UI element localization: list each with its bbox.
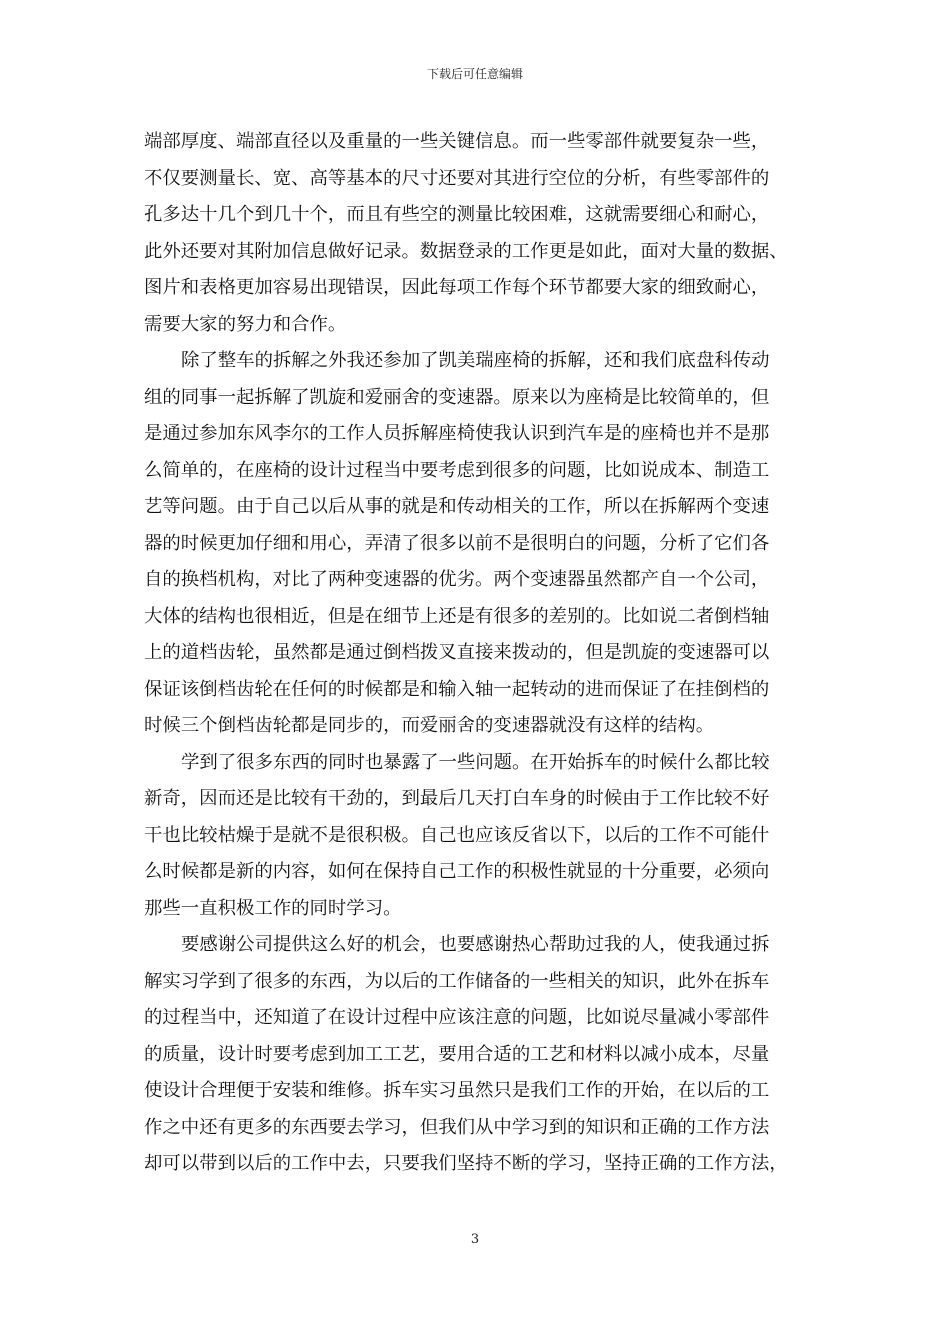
text-line: 端部厚度、端部直径以及重量的一些关键信息。而一些零部件就要复杂一些，: [144, 131, 770, 152]
text-line: 那些一直积极工作的同时学习。: [144, 897, 402, 919]
text-line: 器的时候更加仔细和用心，弄清了很多以前不是很明白的问题，分析了它们各: [144, 532, 770, 554]
text-line: 不仅要测量长、宽、高等基本的尺寸还要对其进行空位的分析，有些零部件的: [144, 167, 770, 189]
document-body: [144, 124, 820, 1183]
text-line: 组的同事一起拆解了凯旋和爱丽舍的变速器。原来以为座椅是比较简单的，但: [144, 386, 770, 408]
text-line: 时候三个倒档齿轮都是同步的，而爱丽舍的变速器就没有这样的结构。: [144, 715, 715, 736]
text-line: 大体的结构也很相近，但是在细节上还是有很多的差别的。比如说二者倒档轴: [144, 605, 770, 627]
text-line: 自的换档机构，对比了两种变速器的优劣。两个变速器虽然都产自一个公司，: [144, 569, 770, 590]
page-header: 下载后可任意编辑: [426, 67, 523, 81]
text-line: 作之中还有更多的东西要去学习，但我们从中学习到的知识和正确的工作方法: [144, 1116, 770, 1138]
text-line: 孔多达十几个到几十个，而且有些空的测量比较困难，这就需要细心和耐心，: [144, 204, 770, 225]
text-line: 么简单的，在座椅的设计过程当中要考虑到很多的问题，比如说成本、制造工: [144, 459, 770, 481]
text-line: 新奇，因而还是比较有干劲的，到最后几天打白车身的时候由于工作比较不好: [144, 788, 770, 809]
text-line: 么时候都是新的内容，如何在保持自己工作的积极性就显的十分重要，必须向: [144, 861, 770, 882]
text-line: 保证该倒档齿轮在任何的时候都是和输入轴一起转动的进而保证了在挂倒档的: [144, 678, 770, 700]
text-line: 图片和表格更加容易出现错误，因此每项工作每个环节都要大家的细致耐心，: [144, 277, 770, 298]
text-line: 使设计合理便于安装和维修。拆车实习虽然只是我们工作的开始，在以后的工: [144, 1080, 770, 1101]
text-line: 需要大家的努力和合作。: [144, 313, 347, 335]
paragraph: [144, 927, 820, 1183]
text-line: 的质量，设计时要考虑到加工工艺，要用合适的工艺和材料以减小成本，尽量: [144, 1043, 770, 1065]
text-line: 学到了很多东西的同时也暴露了一些问题。在开始拆车的时候什么都比较: [181, 751, 770, 773]
paragraph: [144, 745, 820, 928]
text-line: 是通过参加东风李尔的工作人员拆解座椅使我认识到汽车是的座椅也并不是那: [144, 423, 770, 444]
text-line: 除了整车的拆解之外我还参加了凯美瑞座椅的拆解，还和我们底盘科传动: [181, 350, 770, 371]
text-line: 干也比较枯燥于是就不是很积极。自己也应该反省以下，以后的工作不可能什: [144, 824, 770, 846]
page-number: 3: [470, 1232, 480, 1247]
text-line: 却可以带到以后的工作中去，只要我们坚持不断的学习，坚持正确的工作方法，: [144, 1153, 788, 1174]
text-line: 此外还要对其附加信息做好记录。数据登录的工作更是如此，面对大量的数据、: [144, 240, 788, 262]
paragraph: [144, 124, 820, 343]
text-line: 的过程当中，还知道了在设计过程中应该注意的问题，比如说尽量减小零部件: [144, 1007, 770, 1028]
text-line: 要感谢公司提供这么好的机会，也要感谢热心帮助过我的人，使我通过拆: [181, 934, 770, 955]
paragraph: [144, 343, 820, 745]
text-line: 艺等问题。由于自己以后从事的就是和传动相关的工作，所以在拆解两个变速: [144, 496, 770, 517]
text-line: 上的道档齿轮，虽然都是通过倒档拨叉直接来拨动的，但是凯旋的变速器可以: [144, 642, 770, 663]
text-line: 解实习学到了很多的东西，为以后的工作储备的一些相关的知识，此外在拆车: [144, 970, 770, 992]
